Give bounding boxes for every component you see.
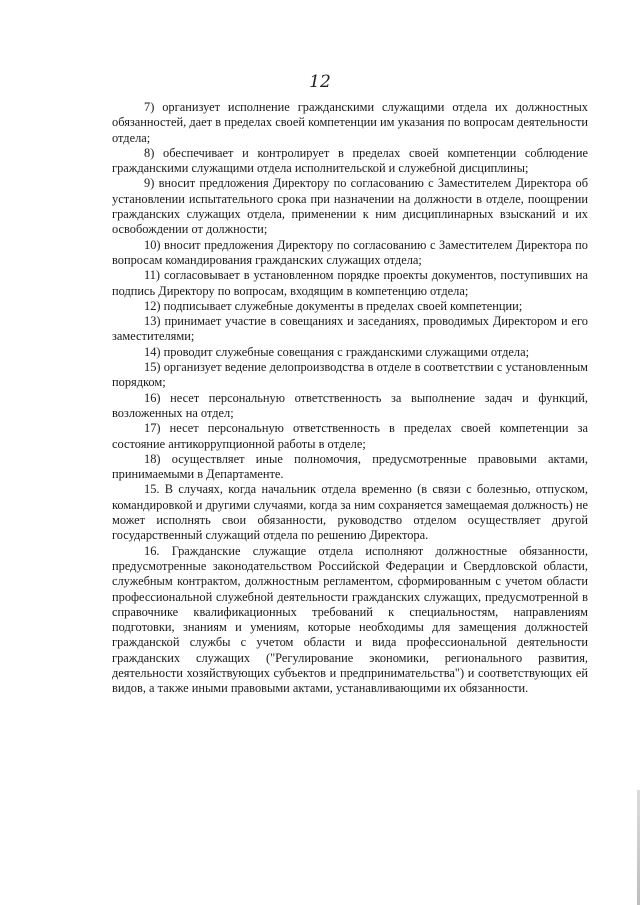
paragraph-item-10: 10) вносит предложения Директору по согласованию с Заместителем Директора по вопросам командирования гражданских служащих отдела; xyxy=(112,237,588,267)
paragraph-item-12: 12) подписывает служебные документы в пределах своей компетенции; xyxy=(144,298,523,313)
page-number: 12 xyxy=(309,72,331,92)
paragraph-item-18: 18) осуществляет иные полномочия, предусмотренные правовыми актами, принимаемыми в Департаменте. xyxy=(112,451,588,482)
paragraph-item-7: 7) организует исполнение гражданскими служащими отдела их должностных обязанностей, дает в пределах своей компетенции им указания по вопросам деятельности отдела; xyxy=(112,100,588,145)
paragraph-item-17: 17) несет персональную ответственность в пределах своей компетенции за состояние антикоррупционной работы в отделе; xyxy=(112,421,588,451)
paragraph-item-9: 9) вносит предложения Директору по согласованию с Заместителем Директора об установлении испытательного срока при назначении на должности в отделе, поощрении гражданских служащих отдела, применении к ним дисциплинарных взысканий и их освобождении от должности; xyxy=(112,176,588,237)
paragraph-item-14: 14) проводит служебные совещания с гражданскими служащими отдела; xyxy=(144,344,530,359)
paragraph-item-8: 8) обеспечивает и контролирует в пределах своей компетенции соблюдение гражданскими служащими отдела исполнительской и служебной дисциплины; xyxy=(112,145,588,176)
paragraph-item-16: 16) несет персональную ответственность за выполнение задач и функций, возложенных на отдел; xyxy=(112,390,588,420)
paragraph-item-13: 13) принимает участие в совещаниях и заседаниях, проводимых Директором и его заместителями; xyxy=(112,314,588,344)
section-paragraph-16: 16. Гражданские служащие отдела исполняют должностные обязанности, предусмотренные законодательством Российской Федерации и Свердловской области, служебным контрактом, должностным регламентом, сформированным с учетом области профессиональной служебной деятельности гражданских служащих, предусмотренной в справочнике квалификационных требований к специальностям, направлениям подготовки, знаниям и умениям, которые необходимы для замещения должностей гражданской службы с учетом области и вида профессиональной деятельности гражданских служащих ("Регулирование экономики, регионального развития, деятельности хозяйствующих субъектов и предпринимательства") и соответствующих ей видов, а также иными правовыми актами, устанавливающими их обязанности. xyxy=(112,543,588,696)
paragraph-item-15: 15) организует ведение делопроизводства в отделе в соответствии с установленным порядком; xyxy=(112,360,588,390)
document-body xyxy=(112,100,588,697)
paragraph-item-11: 11) согласовывает в установленном порядке проекты документов, поступивших на подпись Директору по вопросам, входящим в компетенцию отдела; xyxy=(112,268,588,298)
section-paragraph-15: 15. В случаях, когда начальник отдела временно (в связи с болезнью, отпуском, командировкой и другими случаями, когда за ним сохраняется замещаемая должность) не может исполнять свои обязанности, руководство отделом осуществляет другой государственный служащий отдела по решению Директора. xyxy=(112,482,588,543)
